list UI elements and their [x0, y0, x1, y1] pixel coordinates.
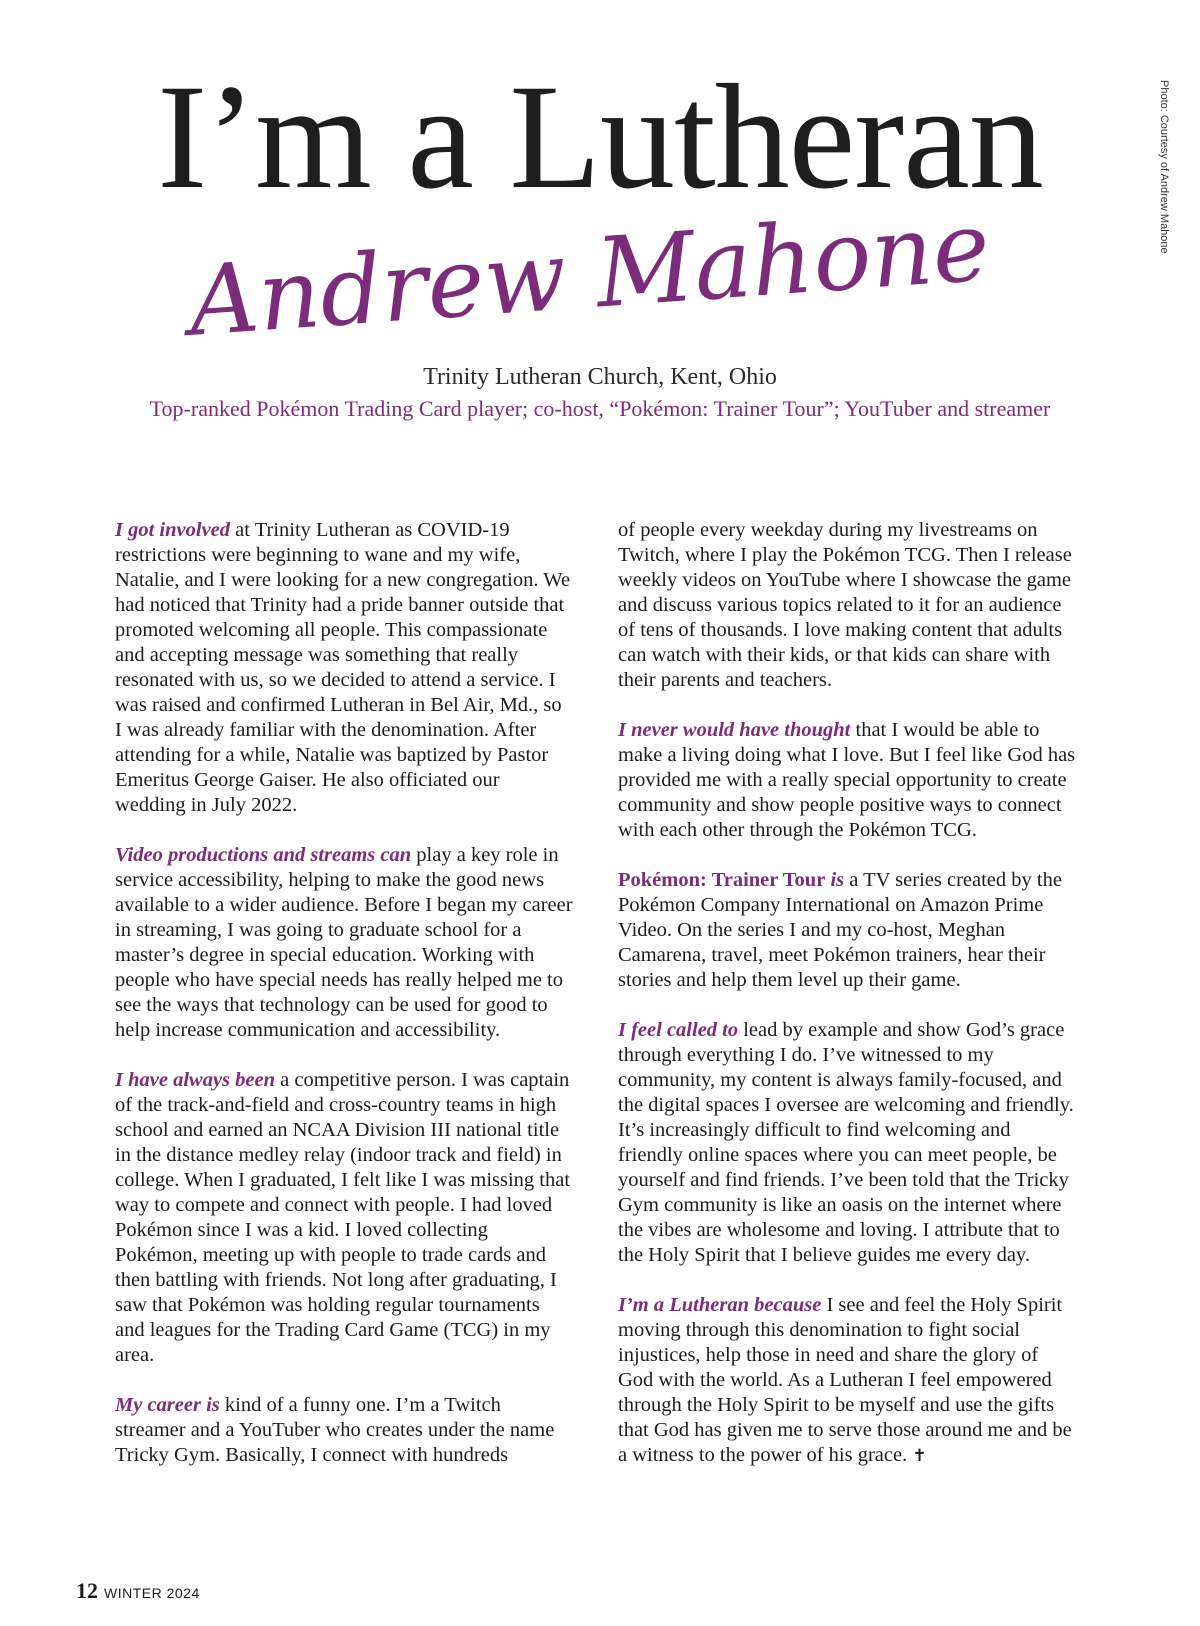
paragraph-text: play a key role in service accessibility, helping to make the good news available to a wider audience. Before I began my career in streaming, I was going to graduate school for a master’s degree in special education. Working with people who have special needs has really helped me to see the ways that technology can be used for good to help increase communication and accessibility.	[115, 844, 573, 1041]
page-footer	[76, 1578, 200, 1604]
left-column	[115, 518, 573, 1493]
featured-person-name	[185, 190, 994, 358]
name-script-lettering	[185, 190, 994, 358]
lead-in: I never would have thought	[618, 719, 851, 741]
paragraph-text: that I would be able to make a living doing what I love. But I feel like God has provided me with a really special opportunity to create community and show people positive ways to connect with each other through the Pokémon TCG.	[618, 719, 1076, 841]
paragraph-career-continued	[618, 518, 1076, 693]
headline-title: I’m a Lutheran	[157, 54, 1043, 220]
paragraph-text: lead by example and show God’s grace through everything I do. I’ve witnessed to my community, my content is always family-focused, and the digital spaces I oversee are welcoming and friendly. It’s increasingly difficult to find welcoming and friendly online spaces where you can meet people, be yourself and find friends. I’ve been told that the Tricky Gym community is like an oasis on the internet where the vibes are wholesome and loving. I attribute that to the Holy Spirit that I believe guides me every day.	[618, 1019, 1074, 1266]
photo-credit: Photo: Courtesy of Andrew Mahone	[1158, 80, 1170, 254]
issue-label: WINTER 2024	[104, 1585, 200, 1601]
lead-in: I’m a Lutheran because	[618, 1294, 822, 1316]
church-subtitle: Trinity Lutheran Church, Kent, Ohio	[423, 364, 777, 390]
paragraph-text: at Trinity Lutheran as COVID-19 restrictions were beginning to wane and my wife, Natalie, and I were looking for a new congregation. We had noticed that Trinity had a pride banner outside that promoted welcoming all people. This compassionate and accepting message was something that really resonated with us, so we decided to attend a service. I was raised and confirmed Lutheran in Bel Air, Md., so I was already familiar with the denomination. After attending for a while, Natalie was baptized by Pastor Emeritus George Gaiser. He also officiated our wedding in July 2022.	[115, 519, 571, 816]
paragraph-career	[115, 1393, 573, 1468]
paragraph-trainer-tour	[618, 868, 1076, 993]
lead-in: Video productions and streams can	[115, 844, 412, 866]
lead-in: I have always been	[115, 1069, 275, 1091]
lead-in: My career is	[115, 1394, 220, 1416]
paragraph-competitive	[115, 1068, 573, 1368]
right-column	[618, 518, 1076, 1494]
paragraph-called	[618, 1018, 1076, 1268]
lead-in-verb: is	[825, 869, 845, 891]
paragraph-text: of people every weekday during my livestreams on Twitch, where I play the Pokémon TCG. Then I release weekly videos on YouTube where I showcase the game and discuss various topics related to it for an audience of tens of thousands. I love making content that adults can watch with their kids, or that kids can share with their parents and teachers.	[618, 519, 1072, 691]
paragraph-involved	[115, 518, 573, 818]
paragraph-video	[115, 843, 573, 1043]
name-script-text: Andrew Mahone	[185, 190, 994, 358]
paragraph-text: kind of a funny one. I’m a Twitch streamer and a YouTuber who creates under the name Tricky Gym. Basically, I connect with hundreds	[115, 1394, 555, 1466]
page-number: 12	[76, 1578, 98, 1603]
lead-in-show-title: Pokémon: Trainer Tour	[618, 869, 826, 891]
roles-subtitle: Top-ranked Pokémon Trading Card player; co-host, “Pokémon: Trainer Tour”; YouTuber and streamer	[149, 396, 1051, 421]
lead-in: I feel called to	[618, 1019, 739, 1041]
paragraph-text: a TV series created by the Pokémon Company International on Amazon Prime Video. On the series I and my co-host, Meghan Camarena, travel, meet Pokémon trainers, hear their stories and help them level up their game.	[618, 869, 1062, 991]
paragraph-text: a competitive person. I was captain of the track-and-field and cross-country teams in high school and earned an NCAA Division III national title in the distance medley relay (indoor track and field) in college. When I graduated, I felt like I was missing that way to compete and connect with people. I had loved Pokémon since I was a kid. I loved collecting Pokémon, meeting up with people to trade cards and then battling with friends. Not long after graduating, I saw that Pokémon was holding regular tournaments and leagues for the Trading Card Game (TCG) in my area.	[115, 1069, 571, 1366]
cross-end-mark-icon: ✝	[912, 1446, 927, 1466]
paragraph-text: I see and feel the Holy Spirit moving through this denomination to fight social injustices, help those in need and share the glory of God with the world. As a Lutheran I feel empowered through the Holy Spirit to be myself and use the gifts that God has given me to serve those around me and be a witness to the power of his grace.	[618, 1294, 1072, 1466]
paragraph-never-thought	[618, 718, 1076, 843]
lead-in: I got involved	[115, 519, 231, 541]
paragraph-lutheran-because	[618, 1293, 1076, 1469]
